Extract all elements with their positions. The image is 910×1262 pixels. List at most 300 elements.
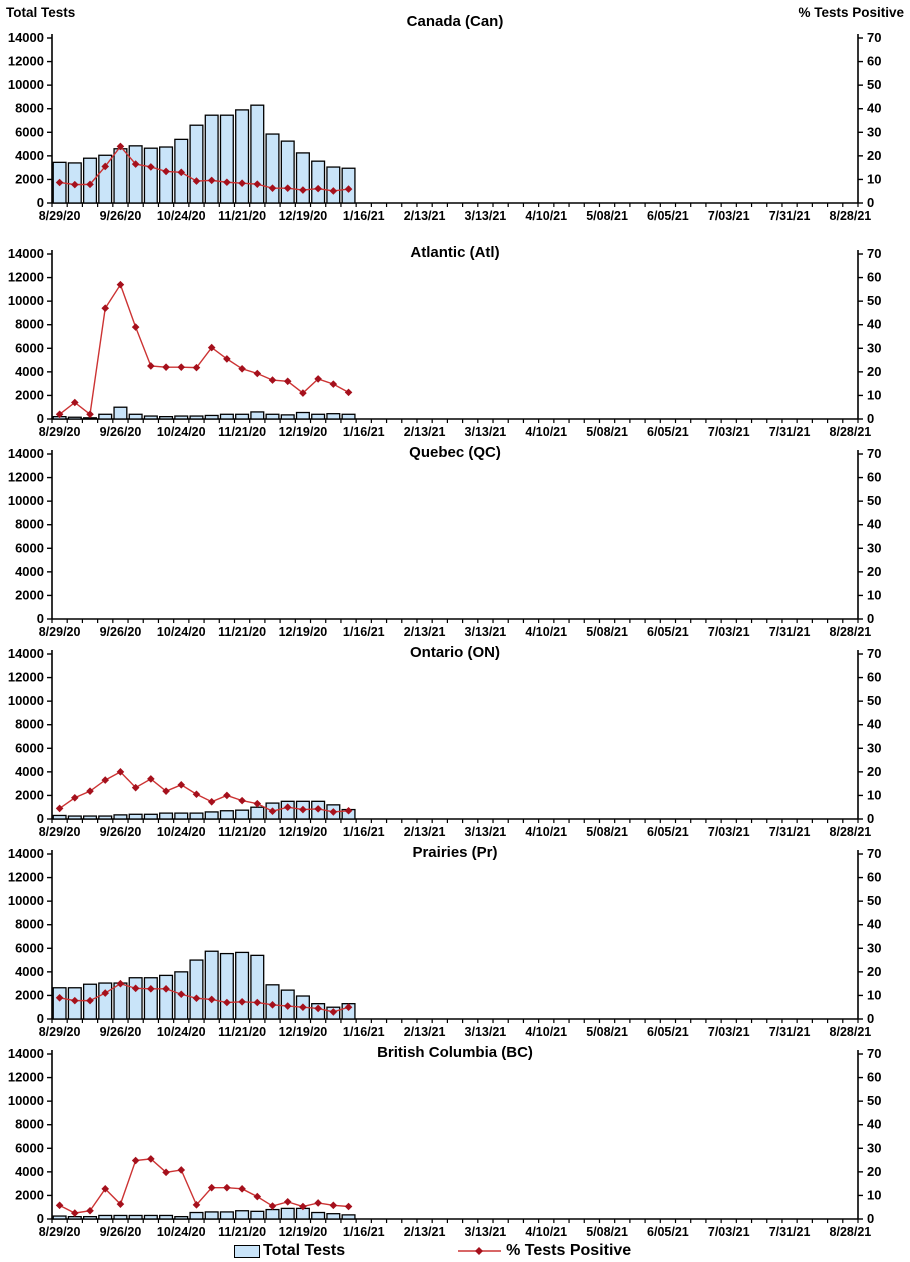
line-marker: [345, 1203, 353, 1211]
bar: [205, 812, 218, 819]
x-axis-tick-label: 9/26/20: [99, 625, 142, 636]
x-axis-tick-label: 9/26/20: [99, 825, 142, 836]
line-marker: [56, 1202, 64, 1210]
x-axis-tick-label: 1/16/21: [342, 425, 385, 436]
left-axis-tick-label: 6000: [15, 340, 44, 356]
x-axis-tick-label: 1/16/21: [342, 625, 385, 636]
bar: [205, 415, 218, 419]
left-axis-tick-label: 14000: [7, 246, 44, 261]
line-marker: [254, 1193, 262, 1201]
bar: [114, 149, 127, 203]
x-axis-tick-label: 11/21/20: [218, 1225, 267, 1236]
bar: [144, 148, 157, 203]
right-axis-title: % Tests Positive: [798, 5, 904, 20]
legend-item-total-tests: [234, 1242, 345, 1260]
right-axis-tick-label: 10: [867, 987, 882, 1003]
bar: [342, 1215, 355, 1219]
right-axis-tick-label: 30: [867, 740, 882, 756]
bar: [312, 414, 325, 419]
line-marker: [238, 797, 246, 805]
x-axis-tick-label: 4/10/21: [525, 1025, 568, 1036]
right-axis-tick-label: 30: [867, 1140, 882, 1156]
left-axis-tick-label: 4000: [15, 963, 44, 979]
legend-label-pct-positive: % Tests Positive: [506, 1242, 632, 1259]
x-axis-tick-label: 6/05/21: [647, 425, 689, 436]
x-axis-tick-label: 6/05/21: [647, 1025, 689, 1036]
bar: [236, 110, 249, 203]
x-axis-tick-label: 11/21/20: [218, 825, 267, 836]
right-axis-tick-label: 10: [867, 387, 882, 403]
left-axis-tick-label: 14000: [7, 646, 44, 661]
right-axis-tick-label: 40: [867, 916, 882, 932]
x-axis-tick-label: 7/31/21: [768, 425, 811, 436]
axes: [52, 450, 858, 619]
left-axis-tick-label: 12000: [7, 469, 44, 485]
axes: [52, 650, 858, 819]
left-axis-title: Total Tests: [6, 5, 76, 20]
bar: [99, 983, 112, 1019]
left-axis-tick-label: 2000: [15, 1187, 44, 1203]
x-axis-tick-label: 9/26/20: [99, 1025, 142, 1036]
x-axis-tick-label: 12/19/20: [278, 209, 328, 223]
right-axis-tick-label: 0: [867, 611, 875, 626]
line-marker: [177, 781, 185, 789]
left-axis-tick-label: 10000: [7, 493, 44, 509]
bar: [190, 813, 203, 819]
line-marker: [254, 800, 262, 808]
right-axis-tick-label: 50: [867, 493, 882, 509]
bar: [68, 1217, 81, 1219]
right-axis-tick-label: 50: [867, 1093, 882, 1109]
bar: [99, 816, 112, 819]
right-axis-tick-label: 70: [867, 646, 882, 661]
chart-canada-can: [0, 0, 910, 236]
x-axis-tick-label: 8/29/20: [38, 1025, 81, 1036]
right-axis-tick-label: 50: [867, 293, 882, 309]
left-axis-tick-label: 6000: [15, 940, 44, 956]
chart-quebec-qc: [0, 436, 910, 636]
x-axis-tick-label: 6/05/21: [647, 209, 689, 223]
bar: [160, 417, 173, 419]
chart-title-british-columbia-bc: British Columbia (BC): [377, 1044, 533, 1061]
x-axis-tick-label: 1/16/21: [342, 1025, 385, 1036]
x-axis-tick-label: 7/03/21: [707, 1225, 750, 1236]
pct-line: [60, 285, 349, 415]
chart-title-quebec-qc: Quebec (QC): [409, 444, 501, 461]
line-marker: [147, 362, 155, 370]
left-axis-tick-label: 6000: [15, 1140, 44, 1156]
left-axis-tick-label: 2000: [15, 787, 44, 803]
bar: [327, 167, 340, 203]
bar: [175, 1217, 188, 1219]
chart-title-prairies-pr: Prairies (Pr): [412, 844, 498, 861]
x-axis-tick-label: 11/21/20: [218, 1025, 267, 1036]
x-axis-tick-label: 7/03/21: [707, 425, 750, 436]
x-axis-tick-label: 7/31/21: [768, 625, 811, 636]
left-axis-tick-label: 0: [36, 611, 44, 626]
right-axis-tick-label: 0: [867, 1211, 875, 1226]
bar: [281, 415, 294, 419]
bar: [327, 414, 340, 419]
x-axis-tick-label: 4/10/21: [525, 425, 568, 436]
line-swatch-icon: [457, 1244, 503, 1258]
right-axis-tick-label: 10: [867, 587, 882, 603]
x-axis-tick-label: 3/13/21: [464, 625, 507, 636]
left-axis-tick-label: 8000: [15, 1116, 44, 1132]
right-axis-tick-label: 30: [867, 340, 882, 356]
x-axis-tick-label: 5/08/21: [586, 1225, 628, 1236]
x-axis-tick-label: 2/13/21: [403, 1225, 446, 1236]
bar: [68, 417, 81, 419]
right-axis-tick-label: 20: [867, 763, 882, 779]
x-axis-tick-label: 5/08/21: [586, 625, 628, 636]
right-axis-tick-label: 30: [867, 124, 882, 140]
bars-series: [53, 951, 355, 1019]
x-axis-tick-label: 1/16/21: [342, 825, 385, 836]
bar: [236, 810, 249, 819]
x-axis-tick-label: 2/13/21: [403, 825, 446, 836]
right-axis-tick-label: 40: [867, 716, 882, 732]
right-axis-tick-label: 10: [867, 1187, 882, 1203]
x-axis-tick-label: 8/28/21: [829, 1225, 872, 1236]
x-axis-tick-label: 6/05/21: [647, 1225, 689, 1236]
x-axis-tick-label: 10/24/20: [156, 209, 206, 223]
bar: [144, 1215, 157, 1219]
left-axis-tick-label: 8000: [15, 316, 44, 332]
left-axis-tick-label: 12000: [7, 269, 44, 285]
x-axis-tick-label: 8/29/20: [38, 825, 81, 836]
x-axis-tick-label: 5/08/21: [586, 425, 628, 436]
line-marker: [132, 323, 140, 331]
right-axis-tick-label: 70: [867, 246, 882, 261]
bar: [53, 988, 66, 1019]
left-axis-tick-label: 2000: [15, 171, 44, 187]
bar: [160, 1215, 173, 1219]
bar: [84, 1217, 97, 1219]
bar: [99, 155, 112, 203]
left-axis-tick-label: 6000: [15, 540, 44, 556]
left-axis-tick-label: 2000: [15, 987, 44, 1003]
bar: [220, 1212, 233, 1219]
x-axis-tick-label: 5/08/21: [586, 1025, 628, 1036]
x-axis-tick-label: 7/03/21: [707, 1025, 750, 1036]
x-axis-tick-label: 7/03/21: [707, 625, 750, 636]
bar: [160, 813, 173, 819]
bar: [129, 814, 142, 819]
left-axis-tick-label: 10000: [7, 893, 44, 909]
bars-series: [53, 1208, 355, 1219]
x-axis-tick-label: 6/05/21: [647, 825, 689, 836]
right-axis-tick-label: 60: [867, 269, 882, 285]
x-axis-tick-label: 2/13/21: [403, 425, 446, 436]
bar: [53, 1216, 66, 1219]
x-axis-tick-label: 8/29/20: [38, 625, 81, 636]
axes: [52, 1050, 858, 1219]
left-axis-tick-label: 4000: [15, 363, 44, 379]
x-axis-tick-label: 8/28/21: [829, 625, 872, 636]
bar: [129, 1215, 142, 1219]
bar: [99, 1215, 112, 1219]
x-axis-tick-label: 8/29/20: [38, 425, 81, 436]
x-axis-tick-label: 11/21/20: [218, 209, 267, 223]
x-axis-tick-label: 2/13/21: [403, 625, 446, 636]
right-axis-tick-label: 30: [867, 940, 882, 956]
x-axis-tick-label: 4/10/21: [525, 625, 568, 636]
bar: [160, 975, 173, 1019]
bar: [312, 1213, 325, 1219]
right-axis-tick-label: 20: [867, 147, 882, 163]
right-axis-tick-label: 60: [867, 869, 882, 885]
line-marker: [101, 304, 109, 312]
left-axis-tick-label: 2000: [15, 587, 44, 603]
left-axis-tick-label: 12000: [7, 53, 44, 69]
line-marker: [238, 1185, 246, 1193]
left-axis-tick-label: 4000: [15, 763, 44, 779]
x-axis-tick-label: 3/13/21: [464, 209, 507, 223]
x-axis-tick-label: 10/24/20: [156, 1225, 206, 1236]
right-axis-tick-label: 0: [867, 195, 875, 210]
left-axis-tick-label: 0: [36, 195, 44, 210]
legend: [234, 1242, 910, 1260]
bar: [220, 811, 233, 819]
chart-atlantic-atl: [0, 236, 910, 436]
line-marker: [223, 792, 231, 800]
x-axis-tick-label: 7/31/21: [768, 825, 811, 836]
bar: [236, 952, 249, 1019]
x-axis-tick-label: 10/24/20: [156, 425, 206, 436]
x-axis-tick-label: 10/24/20: [156, 1025, 206, 1036]
line-marker: [345, 389, 353, 397]
bar: [205, 115, 218, 203]
x-axis-tick-label: 8/28/21: [829, 425, 872, 436]
line-marker: [162, 363, 170, 371]
right-axis-tick-label: 60: [867, 469, 882, 485]
legend-item-pct-positive: [457, 1242, 631, 1260]
bar: [99, 414, 112, 419]
bar: [327, 1214, 340, 1219]
bar: [220, 115, 233, 203]
bar: [129, 414, 142, 419]
bar: [251, 105, 264, 203]
x-axis-tick-label: 10/24/20: [156, 625, 206, 636]
bar: [144, 978, 157, 1019]
line-marker: [117, 281, 125, 289]
right-axis-tick-label: 60: [867, 53, 882, 69]
left-axis-tick-label: 0: [36, 1011, 44, 1026]
left-axis-tick-label: 4000: [15, 147, 44, 163]
bar: [190, 416, 203, 419]
bar: [251, 412, 264, 419]
chart-prairies-pr: [0, 836, 910, 1036]
x-axis-tick-label: 4/10/21: [525, 209, 568, 223]
left-axis-tick-label: 2000: [15, 387, 44, 403]
x-axis-tick-label: 11/21/20: [218, 625, 267, 636]
left-axis-tick-label: 10000: [7, 77, 44, 93]
x-axis-tick-label: 3/13/21: [464, 825, 507, 836]
bar: [190, 125, 203, 203]
x-axis-tick-label: 10/24/20: [156, 825, 206, 836]
bar: [84, 816, 97, 819]
right-axis-tick-label: 0: [867, 811, 875, 826]
left-axis-tick-label: 12000: [7, 669, 44, 685]
line-marker: [314, 1199, 322, 1207]
left-axis-tick-label: 14000: [7, 846, 44, 861]
x-axis-tick-label: 7/31/21: [768, 1225, 811, 1236]
bar: [251, 955, 264, 1019]
bar: [251, 1211, 264, 1219]
bar: [236, 414, 249, 419]
right-axis-tick-label: 0: [867, 1011, 875, 1026]
x-axis-tick-label: 1/16/21: [342, 1225, 385, 1236]
bar: [190, 960, 203, 1019]
left-axis-tick-label: 8000: [15, 716, 44, 732]
bar: [342, 414, 355, 419]
bar: [175, 416, 188, 419]
bars-series: [53, 105, 355, 203]
left-axis-tick-label: 14000: [7, 1046, 44, 1061]
bar: [68, 816, 81, 819]
bar: [236, 1211, 249, 1219]
line-marker: [193, 790, 201, 798]
line-marker: [223, 1184, 231, 1192]
right-axis-tick-label: 10: [867, 171, 882, 187]
bars-series: [53, 801, 355, 819]
x-axis-tick-label: 5/08/21: [586, 825, 628, 836]
left-axis-tick-label: 10000: [7, 693, 44, 709]
x-axis-tick-label: 3/13/21: [464, 1225, 507, 1236]
left-axis-tick-label: 0: [36, 411, 44, 426]
chart-title-ontario-on: Ontario (ON): [410, 644, 500, 661]
right-axis-tick-label: 10: [867, 787, 882, 803]
x-axis-tick-label: 8/29/20: [38, 1225, 81, 1236]
left-axis-tick-label: 0: [36, 811, 44, 826]
bar: [220, 954, 233, 1019]
right-axis-tick-label: 20: [867, 363, 882, 379]
left-axis-tick-label: 10000: [7, 1093, 44, 1109]
x-axis-tick-label: 8/28/21: [829, 209, 872, 223]
bar: [220, 414, 233, 419]
x-axis-tick-label: 8/28/21: [829, 825, 872, 836]
line-marker: [177, 1166, 185, 1174]
legend-label-total-tests: Total Tests: [263, 1242, 346, 1259]
bar: [266, 414, 279, 419]
x-axis-tick-label: 11/21/20: [218, 425, 267, 436]
right-axis-tick-label: 40: [867, 100, 882, 116]
x-axis-tick-label: 9/26/20: [99, 1225, 142, 1236]
bar: [205, 951, 218, 1019]
bar: [129, 978, 142, 1019]
line-marker: [269, 1202, 277, 1210]
bar: [129, 146, 142, 203]
left-axis-tick-label: 4000: [15, 563, 44, 579]
x-axis-tick-label: 7/31/21: [768, 209, 811, 223]
right-axis-tick-label: 20: [867, 963, 882, 979]
bar-swatch-icon: [234, 1245, 260, 1258]
x-axis-tick-label: 12/19/20: [278, 1025, 328, 1036]
x-axis-tick-label: 5/08/21: [586, 209, 628, 223]
x-axis-tick-label: 8/28/21: [829, 1025, 872, 1036]
bar: [205, 1212, 218, 1219]
x-axis-tick-label: 2/13/21: [403, 1025, 446, 1036]
line-marker: [132, 1157, 140, 1165]
line-marker: [330, 380, 338, 388]
bar: [114, 815, 127, 819]
bar: [190, 1213, 203, 1219]
right-axis-tick-label: 70: [867, 846, 882, 861]
pct-line: [60, 1159, 349, 1213]
line-marker: [254, 370, 262, 378]
left-axis-tick-label: 8000: [15, 916, 44, 932]
line-marker: [269, 376, 277, 384]
x-axis-tick-label: 12/19/20: [278, 425, 328, 436]
right-axis-tick-label: 0: [867, 411, 875, 426]
right-axis-tick-label: 70: [867, 446, 882, 461]
x-axis-tick-label: 4/10/21: [525, 1225, 568, 1236]
line-marker: [71, 1209, 79, 1217]
x-axis-tick-label: 12/19/20: [278, 625, 328, 636]
right-axis-tick-label: 40: [867, 316, 882, 332]
axes: [52, 250, 858, 419]
bar: [251, 807, 264, 819]
chart-title-atlantic-atl: Atlantic (Atl): [410, 244, 500, 261]
right-axis-tick-label: 30: [867, 540, 882, 556]
x-axis-tick-label: 6/05/21: [647, 625, 689, 636]
bar: [144, 814, 157, 819]
right-axis-tick-label: 60: [867, 1069, 882, 1085]
x-axis-tick-label: 4/10/21: [525, 825, 568, 836]
chart-title-canada-can: Canada (Can): [406, 13, 504, 30]
left-axis-tick-label: 0: [36, 1211, 44, 1226]
right-axis-tick-label: 40: [867, 1116, 882, 1132]
line-marker: [284, 1198, 292, 1206]
x-axis-tick-label: 9/26/20: [99, 209, 142, 223]
x-axis-tick-label: 3/13/21: [464, 1025, 507, 1036]
x-axis-tick-label: 8/29/20: [38, 209, 81, 223]
bar: [266, 1210, 279, 1219]
right-axis-tick-label: 70: [867, 1046, 882, 1061]
bar: [114, 407, 127, 419]
x-axis-tick-label: 7/31/21: [768, 1025, 811, 1036]
x-axis-tick-label: 7/03/21: [707, 825, 750, 836]
right-axis-tick-label: 50: [867, 77, 882, 93]
bar: [297, 413, 310, 419]
pct-line-series: [56, 281, 353, 418]
x-axis-tick-label: 2/13/21: [403, 209, 446, 223]
x-axis-tick-label: 9/26/20: [99, 425, 142, 436]
x-axis-tick-label: 3/13/21: [464, 425, 507, 436]
pct-line-series: [56, 1155, 353, 1217]
bar: [281, 141, 294, 203]
bar: [53, 815, 66, 819]
bar: [297, 153, 310, 203]
bar: [266, 134, 279, 203]
right-axis-tick-label: 40: [867, 516, 882, 532]
left-axis-tick-label: 14000: [7, 446, 44, 461]
bar: [144, 416, 157, 419]
x-axis-tick-label: 1/16/21: [342, 209, 385, 223]
chart-ontario-on: [0, 636, 910, 836]
left-axis-tick-label: 6000: [15, 124, 44, 140]
line-marker: [208, 798, 216, 806]
right-axis-tick-label: 20: [867, 1163, 882, 1179]
right-axis-tick-label: 50: [867, 693, 882, 709]
left-axis-tick-label: 6000: [15, 740, 44, 756]
right-axis-tick-label: 50: [867, 893, 882, 909]
chart-british-columbia-bc: [0, 1036, 910, 1236]
right-axis-tick-label: 70: [867, 30, 882, 45]
bar: [114, 983, 127, 1019]
bar: [312, 161, 325, 203]
